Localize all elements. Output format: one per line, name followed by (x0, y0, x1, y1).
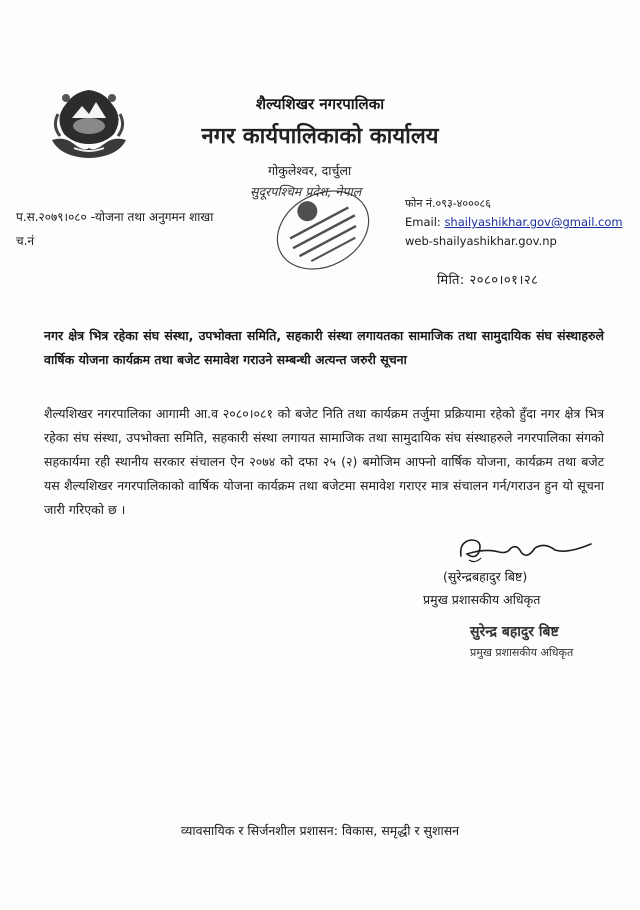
notice-body: शैल्यशिखर नगरपालिका आगामी आ.व २०८०।०८१ को बजेट निति तथा कार्यक्रम तर्जुमा प्रक्रियामा रहेको हुँदा नगर क्षेत्र भित्र रहेका संघ संस्था, उपभोक्ता समिति, सहकारी संस्था लगायत सामाजिक तथा सामुदायिक संघ संस्थाहरुले नगरपालिका संगको सहकार्यमा रही स्थानीय सरकार संचालन ऐन २०७४ को दफा २५ (२) बमोजिम आफ्नो वार्षिक योजना, कार्यक्रम तथा बजेट यस शैल्यशिखर नगरपालिकाको वार्षिक योजना कार्यक्रम तथा बजेटमा समावेश गराएर मात्र संचालन गर्न/गराउन हुन यो सूचना जारी गरिएको छ । (44, 406, 604, 517)
address-line: गोकुलेश्वर, दार्चुला (268, 163, 352, 178)
office-name: नगर कार्यपालिकाको कार्यालय (201, 124, 439, 149)
footer-motto: व्यावसायिक र सिर्जनशील प्रशासन: विकास, समृद्धी र सुशासन (180, 823, 460, 838)
notice-subject: नगर क्षेत्र भित्र रहेका संघ संस्था, उपभोक्ता समिति, सहकारी संस्था लगायतका सामाजिक तथा सामुदायिक संघ संस्थाहरुले वार्षिक योजना कार्यक्रम तथा बजेट समावेश गराउने सम्बन्धी अत्यन्त जरुरी सूचना (44, 328, 604, 367)
signatory-name: (सुरेन्द्रबहादुर बिष्ट) (443, 569, 528, 584)
date-label: मिति: (437, 273, 465, 288)
date-row (437, 270, 538, 288)
handwritten-signature (455, 530, 595, 570)
reference-number: प.स.२०७९।०८० -योजना तथा अनुगमन शाखा (16, 210, 214, 224)
signatory-title: प्रमुख प्रशासकीय अधिकृत (423, 592, 541, 607)
email-label: Email: (405, 215, 441, 229)
dispatch-number: च.नं (16, 234, 35, 248)
org-name: शैल्यशिखर नगरपालिका (255, 95, 385, 113)
name-stamp: सुरेन्द्र बहादुर बिष्ट (470, 624, 559, 640)
date-value: २०८०।०१।२८ (469, 273, 539, 288)
title-stamp: प्रमुख प्रशासकीय अधिकृत (470, 646, 574, 659)
office-stamp (268, 182, 378, 278)
website-text: web-shailyashikhar.gov.np (405, 234, 557, 248)
email-row (405, 215, 623, 229)
phone-number: फोन नं.०९३-४०००८६ (405, 197, 491, 210)
email-link[interactable]: shailyashikhar.gov@gmail.com (444, 215, 623, 229)
province-line: सुदूरपश्चिम प्रदेश, नेपाल (250, 184, 362, 199)
